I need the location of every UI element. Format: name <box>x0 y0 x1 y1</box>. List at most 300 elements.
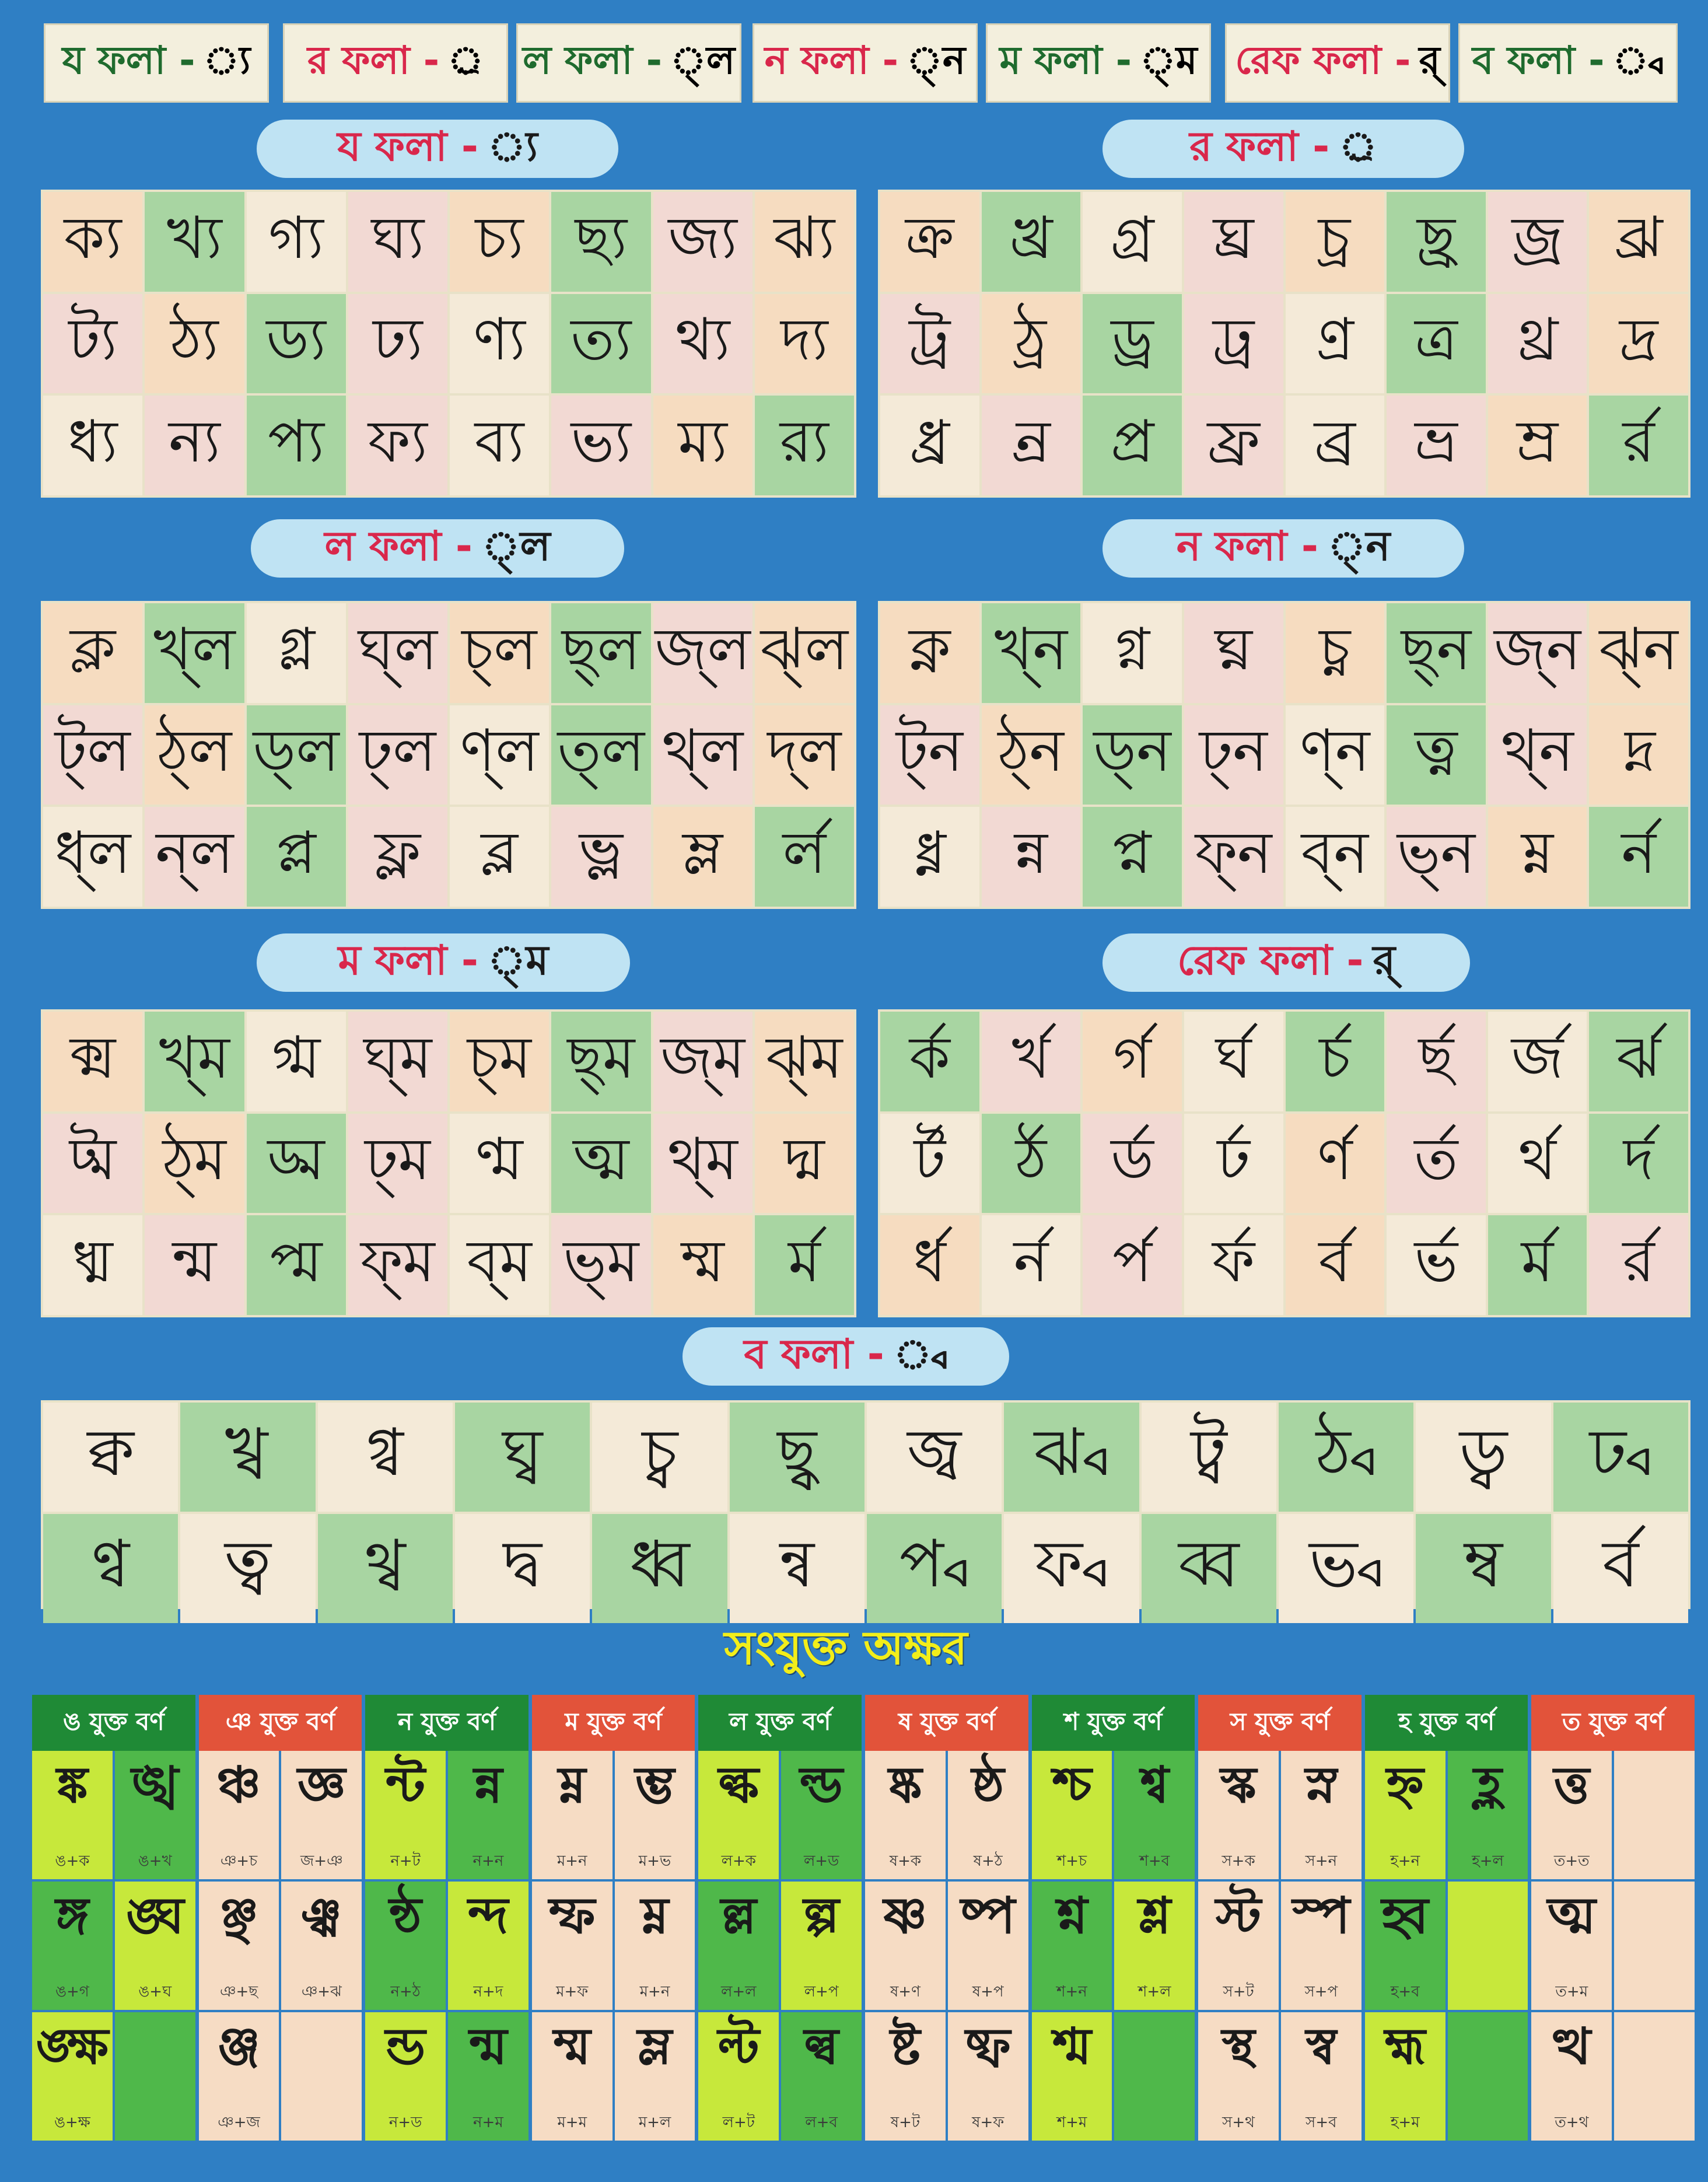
jukta-letter: ঙ্খ <box>131 1756 179 1814</box>
jukta-formula: ঙ+ক <box>55 1852 90 1870</box>
legend-mark: ্ব <box>1612 38 1664 83</box>
grid-ma-phola <box>41 1009 856 1317</box>
jukta-formula: শ+চ <box>1056 1852 1087 1870</box>
letter-cell: ধ্ন <box>880 807 979 907</box>
jukta-column-body <box>532 1751 695 2141</box>
jukta-formula: ষ+ঠ <box>973 1852 1003 1870</box>
jukta-formula: হ+ব <box>1390 1983 1420 2001</box>
jukta-formula: ন+ট <box>390 1852 421 1870</box>
jukta-table <box>32 1695 1695 2162</box>
letter-cell: ম্ম <box>653 1215 752 1315</box>
jukta-letter: স্প <box>1292 1887 1350 1945</box>
jukta-cell <box>532 1751 612 1879</box>
letter-cell: ণ্র <box>1286 294 1385 394</box>
jukta-cell <box>1198 1751 1279 1879</box>
letter-cell: চ্ন <box>1286 603 1385 703</box>
jukta-column-header: ষ যুক্ত বর্ণ <box>865 1695 1028 1751</box>
pill-title: রেফ ফলা - <box>1177 936 1364 984</box>
jukta-formula: ষ+প <box>972 1983 1004 2001</box>
section-pill-ra <box>1102 120 1464 178</box>
jukta-letter: স্ব <box>1306 2017 1337 2076</box>
legend-item <box>516 23 741 103</box>
letter-cell: ঢ্য <box>348 294 447 394</box>
jukta-cell <box>615 1751 695 1879</box>
letter-cell: র্ধ <box>880 1215 979 1315</box>
jukta-letter: ল্ল <box>720 1887 757 1945</box>
jukta-cell <box>281 2012 362 2141</box>
letter-cell: ধ্ল <box>43 807 142 907</box>
jukta-column <box>698 1695 862 2162</box>
jukta-formula: ঞ+ছ <box>219 1983 258 2001</box>
jukta-letter: ষ্ফ <box>965 2017 1011 2076</box>
letter-cell: ক্ব <box>43 1403 178 1512</box>
jukta-column-body <box>1531 1751 1695 2141</box>
letter-cell: ঠ্য <box>145 294 244 394</box>
pill-title: ব ফলা - <box>744 1330 884 1378</box>
letter-cell: র্ন <box>982 1215 1081 1315</box>
letter-cell: ক্ম <box>43 1012 142 1111</box>
jukta-cell <box>532 1882 612 2010</box>
letter-cell: ম্ন <box>1488 807 1587 907</box>
jukta-formula: ঞ+জ <box>218 2114 260 2131</box>
jukta-cell <box>115 1751 195 1879</box>
letter-cell: দ্ব <box>455 1514 590 1623</box>
letter-cell: র্ঢ <box>1184 1114 1283 1214</box>
jukta-formula: স+ন <box>1305 1852 1338 1870</box>
letter-cell: ঝ্ন <box>1589 603 1688 703</box>
pill-title: ন ফলা - <box>1176 522 1318 570</box>
letter-cell: ক্ন <box>880 603 979 703</box>
letter-cell: ঢ্ব <box>1553 1403 1688 1512</box>
jukta-cell <box>1032 1751 1112 1879</box>
letter-cell: ছ্ম <box>551 1012 650 1111</box>
letter-cell: জ্ব <box>867 1403 1002 1512</box>
letter-cell: র্ছ <box>1387 1012 1486 1111</box>
jukta-cell <box>1365 1882 1446 2010</box>
jukta-formula: ত+ত <box>1553 1852 1590 1870</box>
jukta-cell <box>32 1751 113 1879</box>
jukta-formula: স+ব <box>1306 2114 1337 2131</box>
letter-cell: ঝ্র <box>1589 192 1688 292</box>
letter-cell: খ্ল <box>145 603 244 703</box>
letter-cell: ণ্ন <box>1286 705 1385 805</box>
pill-title: ল ফলা - <box>324 522 473 570</box>
letter-cell: ন্র <box>982 396 1081 495</box>
jukta-letter: ম্ন <box>558 1756 586 1814</box>
jukta-cell <box>615 2012 695 2141</box>
letter-cell: র্থ <box>1488 1114 1587 1214</box>
letter-cell: ভ্ম <box>551 1215 650 1315</box>
letter-cell: গ্ন <box>1083 603 1182 703</box>
letter-cell: র্খ <box>982 1012 1081 1111</box>
pill-mark: ্ব <box>893 1330 948 1378</box>
jukta-column-header: ন যুক্ত বর্ণ <box>365 1695 528 1751</box>
letter-cell: র্প <box>1083 1215 1182 1315</box>
jukta-formula: হ+ন <box>1390 1852 1420 1870</box>
jukta-column-header: স যুক্ত বর্ণ <box>1198 1695 1362 1751</box>
legend-label: ম ফলা - <box>999 38 1132 83</box>
jukta-formula: ম+ন <box>639 1983 670 2001</box>
jukta-column-body <box>32 1751 195 2141</box>
jukta-letter: ম্ফ <box>549 1887 596 1945</box>
jukta-formula: ষ+ণ <box>890 1983 921 2001</box>
jukta-letter: শ্ন <box>1056 1887 1088 1945</box>
letter-cell: দ্ম <box>755 1114 854 1214</box>
jukta-cell <box>199 1751 279 1879</box>
letter-cell: ট্ল <box>43 705 142 805</box>
letter-cell: র্ব <box>1553 1514 1688 1623</box>
jukta-column-body <box>365 1751 528 2141</box>
letter-cell: জ্ম <box>653 1012 752 1111</box>
legend-mark: ্ন <box>907 38 966 83</box>
letter-cell: ফ্য <box>348 396 447 495</box>
letter-cell: ত্ন <box>1387 705 1486 805</box>
letter-cell: চ্য <box>450 192 549 292</box>
jukta-formula: হ+ল <box>1472 1852 1504 1870</box>
jukta-formula: স+ক <box>1222 1852 1255 1870</box>
letter-cell: র্ফ <box>1184 1215 1283 1315</box>
legend-mark: ্র <box>447 38 484 83</box>
jukta-letter: ল্ট <box>718 2017 760 2076</box>
letter-cell: র্র <box>1589 1215 1688 1315</box>
letter-cell: গ্ম <box>247 1012 346 1111</box>
letter-cell: গ্ল <box>247 603 346 703</box>
letter-cell: ঘ্ন <box>1184 603 1283 703</box>
jukta-letter: শ্চ <box>1052 1756 1092 1814</box>
jukta-cell <box>1614 1882 1695 2010</box>
jukta-letter: ম্ম <box>553 2017 591 2076</box>
letter-cell: চ্ব <box>592 1403 727 1512</box>
jukta-cell <box>281 1882 362 2010</box>
jukta-letter: ল্ক <box>718 1756 759 1814</box>
jukta-cell <box>865 1751 946 1879</box>
letter-cell: ঘ্র <box>1184 192 1283 292</box>
jukta-letter: ষ্ণ <box>883 1887 928 1945</box>
letter-cell: ম্ল <box>653 807 752 907</box>
letter-cell: ব্য <box>450 396 549 495</box>
legend-label: র ফলা - <box>307 38 440 83</box>
jukta-cell <box>1531 1882 1612 2010</box>
jukta-formula: শ+ম <box>1056 2114 1087 2131</box>
jukta-letter: ঙ্ক <box>57 1756 88 1814</box>
jukta-cell <box>698 2012 779 2141</box>
jukta-column <box>1032 1695 1195 2162</box>
grid-ref-phola <box>878 1009 1690 1317</box>
jukta-formula: শ+ল <box>1138 1983 1171 2001</box>
letter-cell: র্ভ <box>1387 1215 1486 1315</box>
jukta-cell <box>1281 1751 1362 1879</box>
jukta-cell <box>448 2012 528 2141</box>
jukta-letter: ন্ন <box>474 1756 503 1814</box>
jukta-cell <box>1114 1751 1195 1879</box>
jukta-formula: ল+ড <box>803 1852 839 1870</box>
letter-cell: খ্ব <box>180 1403 315 1512</box>
letter-cell: র্র <box>1589 396 1688 495</box>
jukta-formula: স+প <box>1304 1983 1338 2001</box>
legend-label: ব ফলা - <box>1472 38 1605 83</box>
letter-cell: ণ্ম <box>450 1114 549 1214</box>
letter-cell: ঘ্ব <box>455 1403 590 1512</box>
jukta-cell <box>115 2012 195 2141</box>
letter-cell: ব্ন <box>1286 807 1385 907</box>
pill-title: র ফলা - <box>1189 122 1330 170</box>
letter-cell: থ্ব <box>318 1514 453 1623</box>
jukta-formula: ম+ন <box>556 1852 587 1870</box>
letter-cell: ঠ্ম <box>145 1114 244 1214</box>
letter-cell: থ্র <box>1488 294 1587 394</box>
jukta-cell <box>1198 1882 1279 2010</box>
letter-cell: খ্ম <box>145 1012 244 1111</box>
legend-label: য ফলা - <box>62 38 195 83</box>
letter-cell: প্ল <box>247 807 346 907</box>
jukta-letter: ম্ন <box>640 1887 669 1945</box>
letter-cell: র্ড <box>1083 1114 1182 1214</box>
jukta-cell <box>365 1882 446 2010</box>
letter-cell: প্ন <box>1083 807 1182 907</box>
jukta-cell <box>698 1751 779 1879</box>
letter-cell: র্ন <box>1589 807 1688 907</box>
letter-cell: ক্র <box>880 192 979 292</box>
section-pill-ya <box>257 120 618 178</box>
letter-cell: ন্য <box>145 396 244 495</box>
jukta-column-header: হ যুক্ত বর্ণ <box>1365 1695 1528 1751</box>
jukta-formula: ঞ+ঝ <box>301 1983 342 2001</box>
grid-na-phola <box>878 601 1690 909</box>
jukta-formula: ষ+ফ <box>972 2114 1005 2131</box>
jukta-column <box>365 1695 528 2162</box>
letter-cell: ড্য <box>247 294 346 394</box>
jukta-formula: ন+ম <box>473 2114 503 2131</box>
legend-label: রেফ ফলা - <box>1235 38 1411 83</box>
legend-item <box>1225 23 1450 103</box>
letter-cell: ফ্ন <box>1184 807 1283 907</box>
jukta-column <box>1365 1695 1528 2162</box>
letter-cell: ঠ্ন <box>982 705 1081 805</box>
letter-cell: ড্ম <box>247 1114 346 1214</box>
letter-cell: ম্র <box>1488 396 1587 495</box>
jukta-formula: ল+ল <box>721 1983 757 2001</box>
jukta-letter: ল্প <box>803 1887 839 1945</box>
jukta-cell <box>365 1751 446 1879</box>
jukta-formula: হ+ম <box>1390 2114 1420 2131</box>
jukta-cell <box>615 1882 695 2010</box>
letter-cell: ড্ন <box>1083 705 1182 805</box>
letter-cell: ট্য <box>43 294 142 394</box>
jukta-formula: ঙ+ঘ <box>138 1983 172 2001</box>
letter-cell: র্ম <box>1488 1215 1587 1315</box>
jukta-formula: ন+ঠ <box>390 1983 421 2001</box>
letter-cell: র্ঝ <box>1589 1012 1688 1111</box>
jukta-letter: স্ন <box>1305 1756 1338 1814</box>
letter-cell: গ্র <box>1083 192 1182 292</box>
jukta-cell <box>281 1751 362 1879</box>
letter-cell: র্ঠ <box>982 1114 1081 1214</box>
pill-mark: ্ল <box>481 522 551 570</box>
letter-cell: ত্ম <box>551 1114 650 1214</box>
pill-mark: ্য <box>487 122 538 170</box>
letter-cell: ফ্ল <box>348 807 447 907</box>
letter-cell: ঘ্ম <box>348 1012 447 1111</box>
jukta-cell <box>448 1751 528 1879</box>
jukta-cell <box>1531 2012 1612 2141</box>
letter-cell: ড্ল <box>247 705 346 805</box>
jukta-cell <box>1448 1751 1528 1879</box>
legend-item <box>44 23 269 103</box>
letter-cell: থ্য <box>653 294 752 394</box>
letter-cell: ভ্ন <box>1387 807 1486 907</box>
jukta-letter: শ্ম <box>1052 2017 1091 2076</box>
jukta-cell <box>1614 1751 1695 1879</box>
jukta-cell <box>32 1882 113 2010</box>
letter-cell: চ্ম <box>450 1012 549 1111</box>
jukta-column <box>1531 1695 1695 2162</box>
jukta-cell <box>781 1882 862 2010</box>
letter-cell: ছ্য <box>551 192 650 292</box>
jukta-cell <box>1448 1882 1528 2010</box>
letter-cell: জ্র <box>1488 192 1587 292</box>
letter-cell: ছ্ব <box>730 1403 864 1512</box>
jukta-cell <box>865 2012 946 2141</box>
letter-cell: গ্ব <box>318 1403 453 1512</box>
letter-cell: ড্ব <box>1416 1403 1550 1512</box>
jukta-cell <box>532 2012 612 2141</box>
letter-cell: ণ্য <box>450 294 549 394</box>
jukta-cell <box>1365 2012 1446 2141</box>
jukta-column <box>199 1695 362 2162</box>
jukta-title: সংযুক্ত অক্ষর <box>724 1621 968 1675</box>
jukta-formula: ঙ+গ <box>55 1983 89 2001</box>
letter-cell: র্জ <box>1488 1012 1587 1111</box>
letter-cell: র্চ <box>1286 1012 1385 1111</box>
jukta-column-body <box>698 1751 862 2141</box>
letter-cell: ড্র <box>1083 294 1182 394</box>
jukta-letter: ন্দ <box>468 1887 509 1945</box>
letter-cell: ব্ব <box>1142 1514 1276 1623</box>
pill-title: য ফলা - <box>337 122 478 170</box>
section-pill-ref <box>1102 933 1470 992</box>
section-pill-ma <box>257 933 630 992</box>
jukta-letter: ষ্ট <box>890 2017 921 2076</box>
jukta-cell <box>199 1882 279 2010</box>
jukta-letter: ন্ড <box>385 2017 426 2076</box>
jukta-cell <box>865 1882 946 2010</box>
letter-cell: ধ্র <box>880 396 979 495</box>
letter-cell: ট্ব <box>1142 1403 1276 1512</box>
jukta-cell <box>1032 2012 1112 2141</box>
jukta-letter: ষ্ঠ <box>971 1756 1005 1814</box>
letter-cell: ভ্ব <box>1279 1514 1413 1623</box>
letter-cell: ন্ব <box>730 1514 864 1623</box>
letter-cell: র্ক <box>880 1012 979 1111</box>
letter-cell: ঝ্ব <box>1004 1403 1139 1512</box>
pill-mark: ্র <box>1339 122 1377 170</box>
letter-cell: ত্য <box>551 294 650 394</box>
jukta-formula: ষ+ট <box>890 2114 921 2131</box>
jukta-letter: হ্ন <box>1386 1756 1424 1814</box>
jukta-formula: ষ+ক <box>889 1852 922 1870</box>
jukta-cell <box>1032 1882 1112 2010</box>
letter-cell: ঠ্ব <box>1279 1403 1413 1512</box>
letter-cell: র্ম <box>755 1215 854 1315</box>
letter-cell: ত্ল <box>551 705 650 805</box>
letter-cell: ছ্ন <box>1387 603 1486 703</box>
jukta-formula: ম+ফ <box>556 1983 589 2001</box>
letter-cell: ট্ন <box>880 705 979 805</box>
jukta-letter: শ্ব <box>1140 1756 1169 1814</box>
letter-cell: ত্র <box>1387 294 1486 394</box>
jukta-cell <box>698 1882 779 2010</box>
jukta-cell <box>948 1882 1028 2010</box>
letter-cell: ট্ম <box>43 1114 142 1214</box>
jukta-formula: ত+থ <box>1555 2114 1589 2131</box>
letter-cell: র‍্য <box>755 396 854 495</box>
jukta-letter: হ্ল <box>1474 1756 1502 1814</box>
letter-cell: ফ্র <box>1184 396 1283 495</box>
letter-cell: ব্ম <box>450 1215 549 1315</box>
jukta-cell <box>448 1882 528 2010</box>
letter-cell: ভ্য <box>551 396 650 495</box>
grid-ya-phola <box>41 190 856 498</box>
letter-cell: থ্ন <box>1488 705 1587 805</box>
jukta-letter: ম্ল <box>637 2017 673 2076</box>
letter-cell: থ্ল <box>653 705 752 805</box>
letter-cell: ত্ব <box>180 1514 315 1623</box>
letter-cell: দ্ল <box>755 705 854 805</box>
jukta-formula: শ+ব <box>1139 1852 1170 1870</box>
jukta-letter: ত্ম <box>1547 1887 1596 1945</box>
letter-cell: ন্ন <box>982 807 1081 907</box>
letter-cell: ফ্ব <box>1004 1514 1139 1623</box>
jukta-column-body <box>1032 1751 1195 2141</box>
jukta-column-body <box>1198 1751 1362 2141</box>
jukta-column-header: শ যুক্ত বর্ণ <box>1032 1695 1195 1751</box>
jukta-formula: শ+ন <box>1056 1983 1087 2001</box>
jukta-letter: ঞ্জ <box>217 2017 261 2076</box>
jukta-cell <box>781 1751 862 1879</box>
letter-cell: ম্য <box>653 396 752 495</box>
letter-cell: ফ্ম <box>348 1215 447 1315</box>
jukta-letter: শ্ল <box>1138 1887 1171 1945</box>
letter-cell: ঝ্ল <box>755 603 854 703</box>
letter-cell: ক্ল <box>43 603 142 703</box>
letter-cell: খ্য <box>145 192 244 292</box>
jukta-formula: ল+ট <box>722 2114 755 2131</box>
letter-cell: দ্র <box>1589 294 1688 394</box>
jukta-column <box>865 1695 1028 2162</box>
letter-cell: ঢ্ল <box>348 705 447 805</box>
jukta-cell <box>365 2012 446 2141</box>
letter-cell: দ্য <box>755 294 854 394</box>
jukta-formula: ঙ+খ <box>138 1852 172 1870</box>
jukta-cell <box>948 2012 1028 2141</box>
letter-cell: ঢ্ন <box>1184 705 1283 805</box>
jukta-cell <box>1531 1751 1612 1879</box>
letter-cell: ঘ্য <box>348 192 447 292</box>
jukta-cell <box>1114 2012 1195 2141</box>
jukta-formula: স+থ <box>1222 2114 1255 2131</box>
section-pill-la <box>251 519 624 578</box>
pill-title: ম ফলা - <box>338 936 478 984</box>
letter-cell: র্ণ <box>1286 1114 1385 1214</box>
jukta-formula: জ+ঞ <box>300 1852 343 1870</box>
jukta-column-header: ত যুক্ত বর্ণ <box>1531 1695 1695 1751</box>
jukta-cell <box>1365 1751 1446 1879</box>
jukta-letter: ল্ড <box>800 1756 844 1814</box>
legend-label: ল ফলা - <box>522 38 663 83</box>
jukta-cell <box>948 1751 1028 1879</box>
letter-cell: ন্ল <box>145 807 244 907</box>
letter-cell: ঝ্য <box>755 192 854 292</box>
